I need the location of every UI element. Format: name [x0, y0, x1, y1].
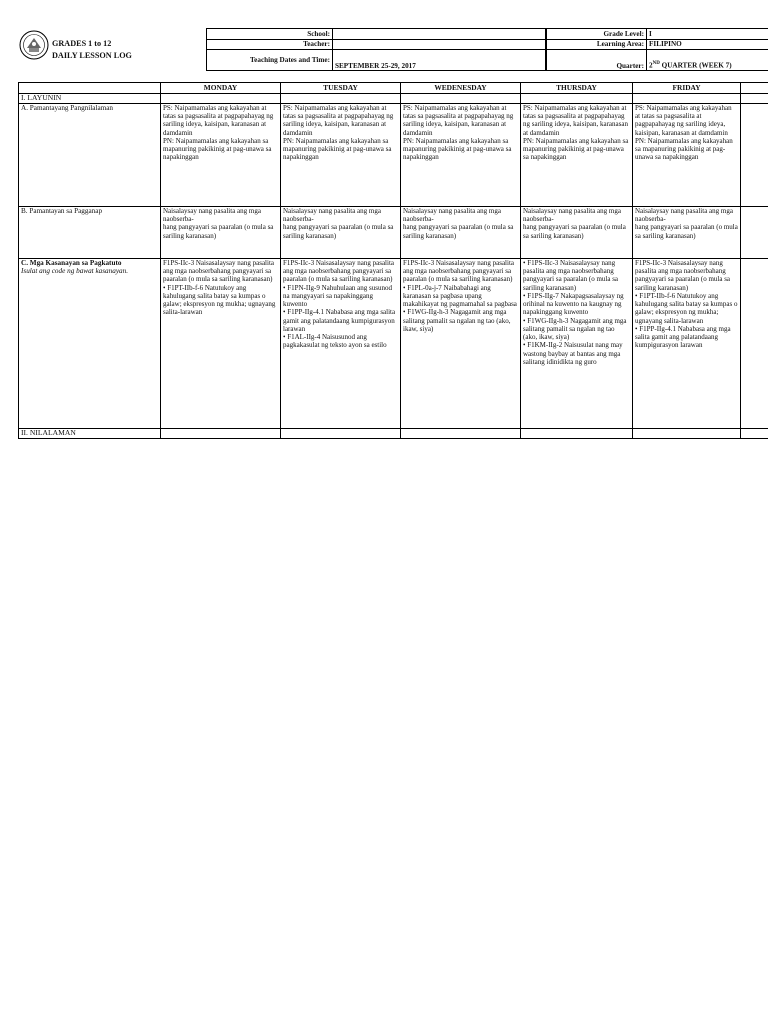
row-a-friday[interactable]: PS: Naipamamalas ang kakayahan at tatas sa pagsasalita at pagpapahayag ng sariling ideya, kaisipan, karanasan at damdamin PN: Naipamamalas ang kakayahan sa mapanuring pakikinig at pag-unawa sa napakinggan: [633, 103, 741, 206]
corner-cell: [19, 83, 161, 94]
quarter-label: Quarter:: [547, 50, 647, 71]
row-a-extra: [741, 103, 768, 206]
row-c-friday[interactable]: F1PS-IIc-3 Naisasalaysay nang pasalita ang mga naobserbahang pangyayari sa paaralan (o mula sa sariling karanasan) • F1PT-IIb-f-6 Natutukoy ang kahulugang salita batay sa kumpas o galaw; ekspresyon ng mukha; ugnayang salita-larawan • F1PP-IIg-4.1 Nababasa ang mga salita gamit ang palatandaang kumpigurasyon larawan: [633, 258, 741, 428]
deped-seal-icon: [19, 30, 49, 60]
row-c-label: C. Mga Kasanayan sa Pagkatuto: [21, 258, 122, 267]
teacher-label: Teacher:: [207, 39, 333, 50]
row-b-tuesday[interactable]: Naisalaysay nang pasalita ang mga naobserba- hang pangyayari sa paaralan (o mula sa sariling karanasan): [281, 206, 401, 258]
form-title-line1: GRADES 1 to 12: [52, 39, 112, 48]
row-a-monday[interactable]: PS: Naipamamalas ang kakayahan at tatas sa pagsasalita at pagpapahayag ng sariling ideya, kaisipan, karanasan at damdamin PN: Naipamamalas ang kakayahan sa mapanuring pakikinig at pag-unawa sa napakinggan: [161, 103, 281, 206]
row-a-tuesday[interactable]: PS: Naipamamalas ang kakayahan at tatas sa pagsasalita at pagpapahayag ng sariling ideya, kaisipan, karanasan at damdamin PN: Naipamamalas ang kakayahan sa mapanuring pakikinig at pag-unawa sa napakinggan: [281, 103, 401, 206]
school-label: School:: [207, 29, 333, 40]
section-layunin-row: [19, 94, 768, 104]
day-monday: MONDAY: [161, 83, 281, 94]
extra-col-header: [741, 83, 768, 94]
teacher-field[interactable]: [333, 39, 546, 50]
grade-level-field[interactable]: I: [647, 29, 768, 40]
dates-label: Teaching Dates and Time:: [207, 50, 333, 71]
section-nilalaman-row: [19, 428, 768, 438]
row-b-label: B. Pamantayan sa Pagganap: [19, 206, 161, 258]
row-c-label-cell: [19, 258, 161, 428]
section-nilalaman: II. NILALAMAN: [19, 428, 161, 438]
section-layunin: I. LAYUNIN: [19, 94, 161, 104]
row-c-extra: [741, 258, 768, 428]
row-c-wednesday[interactable]: F1PS-IIc-3 Naisasalaysay nang pasalita ang mga naobserbahang pangyayari sa paaralan (o mula sa sariling karanasan) • F1PL-0a-j-7 Naibabahagi ang karanasan sa pagbasa upang makahikayat ng pagmamahal sa pagbasa • F1WG-IIg-h-3 Nagagamit ang mga salitang pamalit sa ngalan ng tao (ako, ikaw, siya): [401, 258, 521, 428]
day-wednesday: WEDENESDAY: [401, 83, 521, 94]
dates-field[interactable]: SEPTEMBER 25-29, 2017: [333, 50, 546, 71]
row-a: [19, 103, 768, 206]
row-a-wednesday[interactable]: PS: Naipamamalas ang kakayahan at tatas sa pagsasalita at pagpapahayag ng sariling ideya, kaisipan, karanasan at damdamin PN: Naipamamalas ang kakayahan sa mapanuring pakikinig at pag-unawa sa napakinggan: [401, 103, 521, 206]
row-c: [19, 258, 768, 428]
quarter-suffix: ND: [652, 61, 660, 67]
row-a-label: A. Pamantayang Pangnilalaman: [19, 103, 161, 206]
day-friday: FRIDAY: [633, 83, 741, 94]
row-b: [19, 206, 768, 258]
row-c-sublabel: Isulat ang code ng bawat kasanayan.: [21, 267, 129, 276]
form-title: [52, 38, 132, 62]
quarter-text: QUARTER (WEEK 7): [659, 61, 732, 70]
quarter-number: 2: [649, 61, 653, 70]
header-class-table: [546, 28, 768, 71]
header-info-table: [206, 28, 546, 71]
objectives-table: [18, 82, 768, 439]
day-thursday: THURSDAY: [521, 83, 633, 94]
row-b-extra: [741, 206, 768, 258]
row-b-wednesday[interactable]: Naisalaysay nang pasalita ang mga naobserba- hang pangyayari sa paaralan (o mula sa sariling karanasan): [401, 206, 521, 258]
row-b-monday[interactable]: Naisalaysay nang pasalita ang mga naobserba- hang pangyayari sa paaralan (o mula sa sariling karanasan): [161, 206, 281, 258]
day-header-row: [19, 83, 768, 94]
row-b-friday[interactable]: Naisalaysay nang pasalita ang mga naobserba- hang pangyayari sa paaralan (o mula sa sariling karanasan): [633, 206, 741, 258]
school-field[interactable]: [333, 29, 546, 40]
quarter-field[interactable]: [647, 50, 768, 71]
header: [18, 28, 768, 72]
grade-level-label: Grade Level:: [547, 29, 647, 40]
row-a-thursday[interactable]: PS: Naipamamalas ang kakayahan at tatas sa pagsasalita at pagpapahayag ng sariling ideya, kaisipan, karanasan at damdamin PN: Naipamamalas ang kakayahan sa mapanuring pakikinig at pag-unawa sa napakinggan: [521, 103, 633, 206]
row-c-thursday[interactable]: • F1PS-IIc-3 Naisasalaysay nang pasalita ang mga naobserbahang pangyayari sa paaralan (o mula sa sariling karanasan) • F1PS-IIg-7 Nakapagsasalaysay ng orihinal na kuwento na kaugnay ng napakinggang kuwento • F1WG-IIg-h-3 Nagagamit ang mga salitang pamalit sa ngalan ng tao (ako, ikaw, siya) • F1KM-IIg-2 Naisusulat nang may wastong baybay at bantas ang mga salitang idinidikta ng guro: [521, 258, 633, 428]
form-title-line2: DAILY LESSON LOG: [52, 50, 132, 60]
learning-area-field[interactable]: FILIPINO: [647, 39, 768, 50]
row-b-thursday[interactable]: Naisalaysay nang pasalita ang mga naobserba- hang pangyayari sa paaralan (o mula sa sariling karanasan): [521, 206, 633, 258]
day-tuesday: TUESDAY: [281, 83, 401, 94]
row-c-monday[interactable]: F1PS-IIc-3 Naisasalaysay nang pasalita ang mga naobserbahang pangyayari sa paaralan (o mula sa sariling karanasan) • F1PT-IIb-f-6 Natutukoy ang kahulugang salita batay sa kumpas o galaw; ekspresyon ng mukha; ugnayang salita-larawan: [161, 258, 281, 428]
learning-area-label: Learning Area:: [547, 39, 647, 50]
row-c-tuesday[interactable]: F1PS-IIc-3 Naisasalaysay nang pasalita ang mga naobserbahang pangyayari sa paaralan (o mula sa sariling karanasan) • F1PN-IIg-9 Nahuhulaan ang susunod na mangyayari sa napakinggang kuwento • F1PP-IIg-4.1 Nababasa ang mga salita gamit ang palatandaang kumpigurasyon larawan • F1AL-IIg-4 Naisusunod ang pagkakasulat ng teksto ayon sa estilo: [281, 258, 401, 428]
